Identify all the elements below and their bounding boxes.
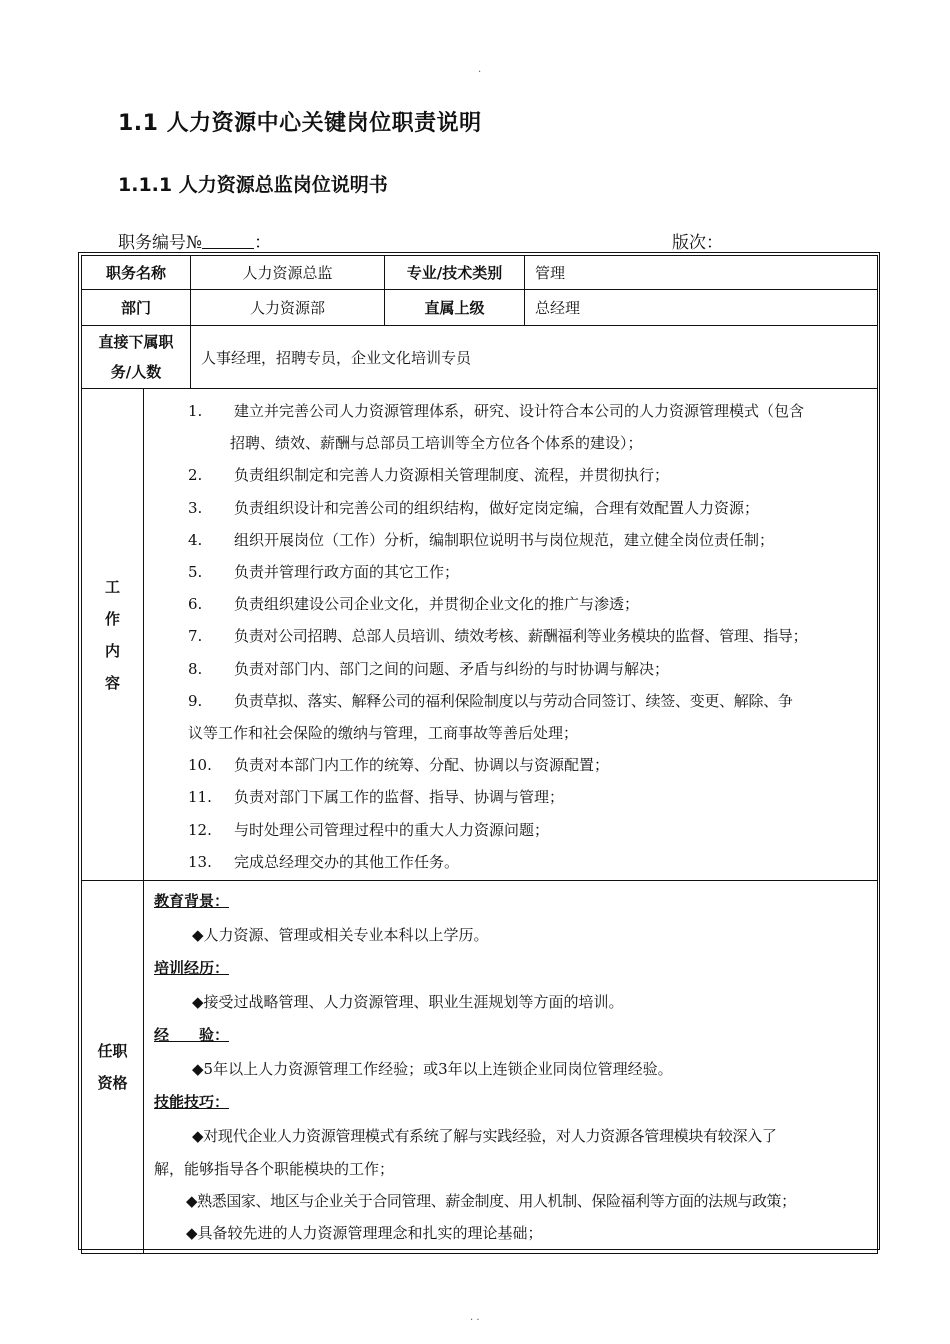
table-row: [82, 290, 878, 326]
skills-heading: 技能技巧：: [154, 1093, 230, 1112]
job-code-label: 职务编号№: [118, 233, 203, 253]
list-item: 12. 与时处理公司管理过程中的重大人力资源问题；: [188, 820, 550, 839]
table-row: [82, 256, 878, 290]
experience-item: ◆5年以上人力资源管理工作经验；或3年以上连锁企业同岗位管理经验。: [192, 1060, 673, 1079]
job-title-value: 人力资源总监: [191, 256, 385, 290]
list-item: 13. 完成总经理交办的其他工作任务。: [188, 852, 460, 871]
list-item: 8. 负责对部门内、部门之间的问题、矛盾与纠纷的与时协调与解决；: [188, 659, 670, 678]
list-item: 2. 负责组织制定和完善人力资源相关管理制度、流程，并贯彻执行；: [188, 466, 670, 485]
training-heading: 培训经历：: [154, 959, 230, 978]
list-item: 7. 负责对公司招聘、总部人员培训、绩效考核、薪酬福利等业务模块的监督、管理、指导；: [188, 627, 808, 646]
education-item: ◆人力资源、管理或相关专业本科以上学历。: [192, 926, 489, 945]
supervisor-value: 总经理: [525, 290, 878, 326]
category-value: 管理: [525, 256, 878, 290]
list-item: 6. 负责组织建设公司企业文化，并贯彻企业文化的推广与渗透；: [188, 595, 640, 614]
skills-item: ◆对现代企业人力资源管理模式有系统了解与实践经验，对人力资源各管理模块有较深入了: [192, 1127, 777, 1146]
qualification-label: 任职 资格: [82, 881, 144, 1254]
experience-heading: 经 验：: [154, 1026, 230, 1045]
list-item: 5. 负责并管理行政方面的其它工作；: [188, 563, 460, 582]
work-content-list: [144, 389, 878, 881]
table-row: [82, 326, 878, 389]
header-mark: .: [478, 64, 482, 75]
version-label: 版次：: [672, 233, 723, 253]
skills-item: ◆具备较先进的人力资源管理理念和扎实的理论基础；: [186, 1224, 543, 1243]
footer-mark: . .: [470, 1312, 480, 1323]
list-item: 1. 建立并完善公司人力资源管理体系，研究、设计符合本公司的人力资源管理模式（包含: [188, 402, 805, 420]
section-heading: 1.1 人力资源中心关键岗位职责说明: [118, 111, 482, 136]
job-code-blank: [202, 232, 254, 249]
list-item-continuation: 招聘、绩效、薪酬与总部员工培训等全方位各个体系的建设）；: [230, 434, 643, 453]
education-heading: 教育背景：: [154, 892, 230, 911]
subordinates-label: 直接下属职务/人数: [82, 326, 191, 389]
supervisor-label: 直属上级: [385, 290, 525, 326]
job-title-label: 职务名称: [82, 256, 191, 290]
department-label: 部门: [82, 290, 191, 326]
category-label: 专业/技术类别: [385, 256, 525, 290]
table-row: [82, 881, 878, 1254]
table-row: [82, 389, 878, 881]
job-code-suffix: ：: [254, 233, 272, 253]
qualification-content: [144, 881, 878, 1254]
list-item: 9. 负责草拟、落实、解释公司的福利保险制度以与劳动合同签订、续签、变更、解除、争: [188, 691, 793, 710]
list-item: 4. 组织开展岗位（工作）分析，编制职位说明书与岗位规范，建立健全岗位责任制；: [188, 530, 775, 549]
skills-item-continuation: 解，能够指导各个职能模块的工作；: [154, 1160, 395, 1179]
list-item: 11. 负责对部门下属工作的监督、指导、协调与管理；: [188, 788, 565, 807]
subsection-heading: 1.1.1 人力资源总监岗位说明书: [118, 174, 388, 196]
department-value: 人力资源部: [191, 290, 385, 326]
list-item: 3. 负责组织设计和完善公司的组织结构，做好定岗定编，合理有效配置人力资源；: [188, 498, 760, 517]
list-item-continuation: 议等工作和社会保险的缴纳与管理，工商事故等善后处理；: [188, 724, 579, 743]
skills-item: ◆熟悉国家、地区与企业关于合同管理、薪金制度、用人机制、保险福利等方面的法规与政策；: [186, 1192, 796, 1211]
job-code-line: [118, 228, 271, 253]
subordinates-value: 人事经理，招聘专员，企业文化培训专员: [191, 326, 878, 389]
list-item: 10. 负责对本部门内工作的统筹、分配、协调以与资源配置；: [188, 756, 610, 775]
training-item: ◆接受过战略管理、人力资源管理、职业生涯规划等方面的培训。: [192, 993, 624, 1012]
work-content-label: 工 作 内 容: [82, 389, 144, 881]
job-description-table: [81, 255, 878, 1254]
